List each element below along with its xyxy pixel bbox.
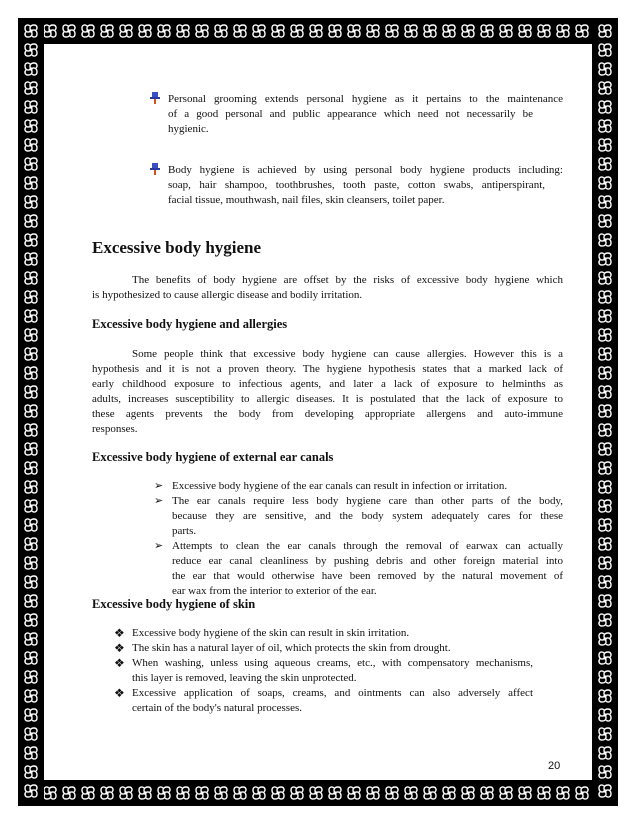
section-title: Excessive body hygiene [92, 238, 262, 257]
allergies-line-3: early childhood exposure to infectious agents, and later a lack of exposure to helminths as [92, 378, 563, 390]
skin-bullet-4-line-2: certain of the body's natural processes. [132, 702, 302, 714]
skin-bullet-4-line-1: Excessive application of soaps, creams, and ointments can also adversely affect [132, 687, 533, 699]
section-para-line-1: The benefits of body hygiene are offset by the risks of excessive body hygiene which [132, 274, 563, 286]
skin-bullet-3-line-2: this layer is removed, leaving the skin unprotected. [132, 672, 357, 684]
arrow-bullet-icon: ➢ [154, 495, 164, 507]
ear-bullet-3-line-1: Attempts to clean the ear canals through the removal of earwax can actually [172, 540, 563, 552]
skin-bullet-3-line-1: When washing, unless using aqueous creams, etc., with compensatory mechanisms, [132, 657, 533, 669]
ear-bullet-3-line-3: the ear that would otherwise have been removed by the natural movement of [172, 570, 563, 582]
allergies-line-5: these agents prevents the body from developing appropriate allergens and auto-immune [92, 408, 563, 420]
allergies-line-6: responses. [92, 423, 138, 435]
intro-bullet-2-line-3: facial tissue, mouthwash, nail files, skin cleansers, toilet paper. [168, 194, 445, 206]
allergies-line-4: adults, increases susceptibility to allergic diseases. It is postulated that the lack of exposure to [92, 393, 563, 405]
arrow-bullet-icon: ➢ [154, 480, 164, 492]
intro-bullet-2-line-1: Body hygiene is achieved by using personal body hygiene products including: [168, 164, 563, 176]
pushpin-icon [150, 163, 160, 175]
allergies-line-2: hypothesis and it is not a proven theory. The hygiene hypothesis states that a marked lack of [92, 363, 563, 375]
ear-bullet-2-line-2: because they are sensitive, and the body system adequately cares for these [172, 510, 563, 522]
ear-bullet-2-line-1: The ear canals require less body hygiene care than other parts of the body, [172, 495, 563, 507]
ear-bullet-2-line-3: parts. [172, 525, 197, 537]
intro-bullet-1-line-2: of a good personal and public appearance which need not necessarily be [168, 108, 533, 120]
skin-bullet-2-line-1: The skin has a natural layer of oil, which protects the skin from drought. [132, 642, 451, 654]
section-para-line-2: is hypothesized to cause allergic disease and bodily irritation. [92, 289, 363, 301]
allergies-line-1: Some people think that excessive body hygiene can cause allergies. However this is a [132, 348, 563, 360]
skin-title: Excessive body hygiene of skin [92, 597, 256, 611]
allergies-title: Excessive body hygiene and allergies [92, 317, 288, 331]
ear-title: Excessive body hygiene of external ear canals [92, 450, 334, 464]
diamond-bullet-icon: ❖ [114, 686, 125, 700]
pushpin-icon [150, 92, 160, 104]
intro-bullet-2-line-2: soap, hair shampoo, toothbrushes, tooth paste, cotton swabs, antiperspirant, [168, 179, 545, 191]
diamond-bullet-icon: ❖ [114, 656, 125, 670]
ear-bullet-3-line-2: reduce ear canal cleanliness by pushing debris and other foreign material into [172, 555, 563, 567]
intro-bullet-1-line-1: Personal grooming extends personal hygiene as it pertains to the maintenance [168, 93, 563, 105]
diamond-bullet-icon: ❖ [114, 641, 125, 655]
arrow-bullet-icon: ➢ [154, 540, 164, 552]
ear-bullet-3-line-4: ear wax from the interior to exterior of the ear. [172, 585, 377, 597]
page-number: 20 [548, 760, 561, 772]
skin-bullet-1-line-1: Excessive body hygiene of the skin can result in skin irritation. [132, 627, 410, 639]
diamond-bullet-icon: ❖ [114, 626, 125, 640]
ear-bullet-1-line-1: Excessive body hygiene of the ear canals can result in infection or irritation. [172, 480, 508, 492]
intro-bullet-1-line-3: hygienic. [168, 123, 209, 135]
